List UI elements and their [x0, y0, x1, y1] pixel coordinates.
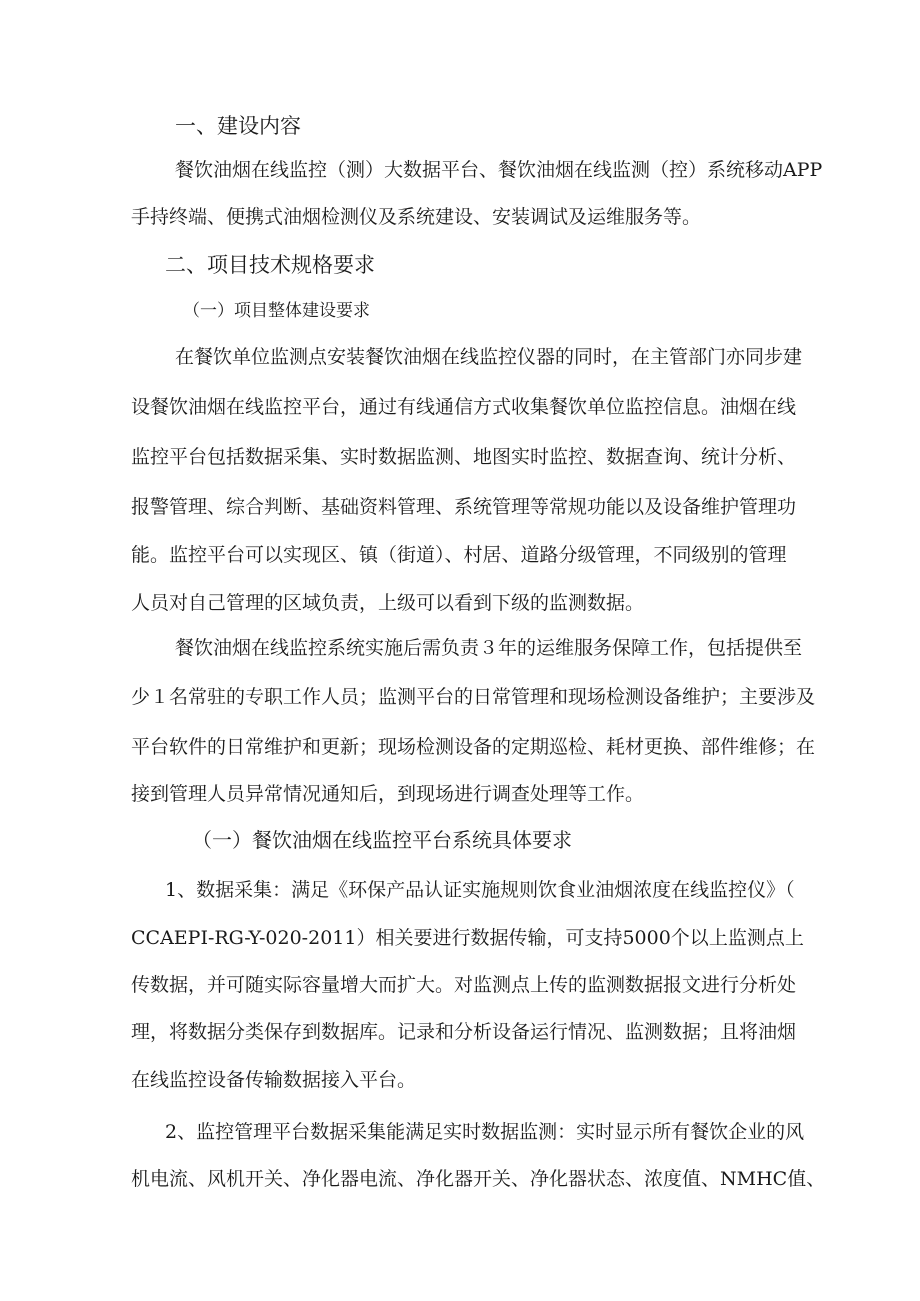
paragraph-line: 接到管理人员异常情况通知后，到现场进行调查处理等工作。	[131, 783, 645, 805]
paragraph-line: 餐饮油烟在线监控（测）大数据平台、餐饮油烟在线监测（控）系统移动APP	[175, 159, 823, 181]
paragraph-line: 监控平台包括数据采集、实时数据监测、地图实时监控、数据查询、统计分析、	[131, 446, 797, 468]
paragraph-line: 理，将数据分类保存到数据库。记录和分析设备运行情况、监测数据；且将油烟	[131, 1021, 797, 1043]
paragraph-line: 1、数据采集：满足《环保产品认证实施规则饮食业油烟浓度在线监控仪》（	[165, 879, 795, 901]
paragraph-line: 人员对自己管理的区域负责，上级可以看到下级的监测数据。	[131, 592, 645, 614]
paragraph-line: 平台软件的日常维护和更新；现场检测设备的定期巡检、耗材更换、部件维修；在	[131, 736, 816, 758]
section-heading-1: 一、建设内容	[175, 114, 301, 138]
subsection-heading-2: （一）餐饮油烟在线监控平台系统具体要求	[192, 828, 572, 852]
paragraph-line: 机电流、风机开关、净化器电流、净化器开关、净化器状态、浓度值、NMHC值、	[131, 1168, 826, 1190]
paragraph-line: 报警管理、综合判断、基础资料管理、系统管理等常规功能以及设备维护管理功	[131, 496, 797, 518]
paragraph-line: 设餐饮油烟在线监控平台，通过有线通信方式收集餐饮单位监控信息。油烟在线	[131, 396, 797, 418]
subsection-heading-1: （一）项目整体建设要求	[183, 301, 370, 321]
paragraph-line: CCAEPI-RG-Y-020-2011）相关要进行数据传输，可支持5000个以上监测点上	[131, 927, 804, 949]
paragraph-line: 手持终端、便携式油烟检测仪及系统建设、安装调试及运维服务等。	[131, 206, 702, 228]
paragraph-line: 餐饮油烟在线监控系统实施后需负责３年的运维服务保障工作，包括提供至	[175, 637, 803, 659]
paragraph-line: 少１名常驻的专职工作人员；监测平台的日常管理和现场检测设备维护；主要涉及	[131, 686, 816, 708]
paragraph-line: 在线监控设备传输数据接入平台。	[131, 1069, 417, 1091]
section-heading-2: 二、项目技术规格要求	[165, 253, 375, 277]
paragraph-line: 在餐饮单位监测点安装餐饮油烟在线监控仪器的同时，在主管部门亦同步建	[175, 346, 803, 368]
paragraph-line: 2、监控管理平台数据采集能满足实时数据监测：实时显示所有餐饮企业的风	[165, 1121, 805, 1143]
paragraph-line: 传数据，并可随实际容量增大而扩大。对监测点上传的监测数据报文进行分析处	[131, 974, 797, 996]
paragraph-line: 能。监控平台可以实现区、镇（街道）、村居、道路分级管理，不同级别的管理	[131, 544, 787, 566]
